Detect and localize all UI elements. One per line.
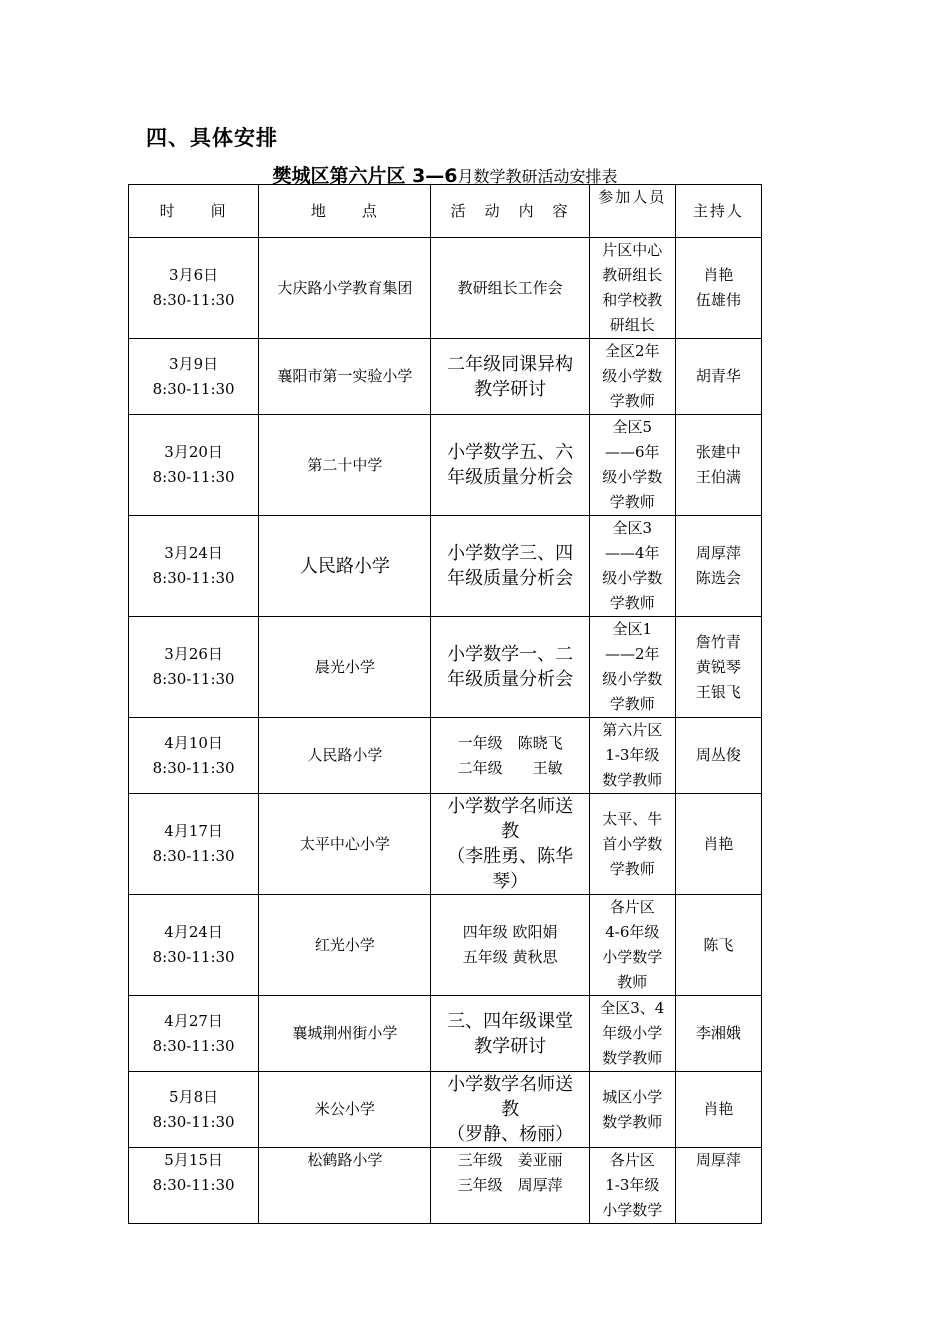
location-cell: 人民路小学 [259,516,431,617]
cell-line: 片区中心 [602,241,663,259]
cell-line: 首小学数 [602,834,663,853]
column-header: 时 间 [129,185,259,238]
cell-line: 第六片区 [602,721,663,739]
time-text: 8:30-11:30 [152,948,235,966]
table-row [129,718,762,794]
host-cell [675,718,761,794]
activity-cell [431,996,589,1072]
cell-line: 学教师 [609,493,655,511]
host-cell [675,415,761,516]
table-row [129,794,762,895]
location-cell: 红光小学 [259,895,431,996]
cell-line: 全区5 [612,418,653,436]
cell-line: 级小学数 [602,670,663,688]
time-text: 8:30-11:30 [152,468,235,486]
date-text: 5月15日 [164,1151,223,1169]
table-row [129,996,762,1072]
table-row [129,339,762,415]
cell-line: 研组长 [609,316,655,334]
cell-line: 三年级 周厚萍 [457,1176,563,1194]
cell-line: 年级质量分析会 [447,568,574,589]
cell-line: 全区3、4 [600,999,665,1017]
cell-line: 数学教师 [602,1049,663,1067]
host-cell [675,895,761,996]
cell-line: 1-3年级 [605,1176,660,1194]
time-cell [129,996,259,1072]
column-header: 地 点 [259,185,431,238]
table-title-rest: 月数学教研活动安排表 [457,167,618,186]
host-cell [675,238,761,339]
time-text: 8:30-11:30 [152,847,235,865]
cell-line: 全区1 [612,620,653,638]
host-cell [675,516,761,617]
cell-line: 学教师 [609,695,655,713]
participants-cell [589,339,675,415]
cell-line: 王伯满 [695,468,741,486]
location-cell: 晨光小学 [259,617,431,718]
date-text: 4月27日 [164,1011,223,1030]
time-cell [129,1072,259,1148]
cell-line: 教研组长 [602,266,663,284]
cell-line: （李胜勇、陈华 [447,846,574,867]
time-cell [129,1148,259,1224]
cell-line: 4-6年级 [605,923,660,941]
participants-cell [589,238,675,339]
activity-cell [431,794,589,895]
cell-line: 二年级同课异构 [447,353,574,375]
activity-cell [431,415,589,516]
cell-line: 教师 [617,973,648,991]
cell-line: 三年级 姜亚丽 [457,1151,563,1169]
cell-line: 陈飞 [703,935,734,954]
location-cell: 襄阳市第一实验小学 [259,339,431,415]
host-cell [675,1148,761,1224]
time-cell [129,617,259,718]
participants-cell [589,415,675,516]
cell-line: 1-3年级 [605,746,660,764]
time-text: 8:30-11:30 [152,1176,235,1194]
activity-cell [431,516,589,617]
cell-line: 全区2年 [605,342,660,360]
time-cell [129,238,259,339]
participants-cell [589,996,675,1072]
cell-line: 各片区 [609,1151,655,1169]
cell-line: 教研组长工作会 [457,278,563,297]
host-cell [675,339,761,415]
cell-line: 詹竹青 [695,632,741,651]
participants-cell [589,1148,675,1224]
time-cell [129,516,259,617]
cell-line: 小学数学名师送 [447,1074,574,1095]
cell-line: 级小学数 [602,367,663,385]
cell-line: 四年级 欧阳娟 [462,923,558,941]
location-cell: 襄城荆州街小学 [259,996,431,1072]
cell-line: 小学数学名师送 [447,796,574,817]
cell-line: ——6年 [605,443,660,461]
activity-cell [431,718,589,794]
cell-line: 年级小学 [602,1024,663,1042]
participants-cell [589,794,675,895]
cell-line: 太平、牛 [602,809,663,828]
activity-cell [431,617,589,718]
cell-line: 陈选会 [695,569,741,587]
cell-line: 级小学数 [602,569,663,587]
cell-line: 一年级 陈晓飞 [457,733,563,752]
column-header: 主持人 [675,185,761,238]
participants-cell [589,617,675,718]
location-cell: 人民路小学 [259,718,431,794]
section-heading: 四、具体安排 [146,126,278,150]
date-text: 4月17日 [164,822,223,840]
cell-line: 教 [501,1099,520,1120]
table-title-bold: 樊城区第六片区 3—6 [272,165,458,187]
cell-line: 全区3 [612,519,653,537]
cell-line: 教学研讨 [474,378,547,400]
participants-cell [589,1072,675,1148]
date-text: 3月6日 [169,266,219,284]
cell-line: 小学数学 [602,948,663,966]
cell-line: 各片区 [609,898,655,916]
cell-line: 学教师 [609,392,655,410]
participants-cell [589,895,675,996]
cell-line: 王银飞 [695,682,741,701]
table-row [129,238,762,339]
cell-line: 黄锐琴 [695,657,741,676]
table-row [129,617,762,718]
cell-line: 周丛俊 [695,746,741,764]
time-text: 8:30-11:30 [152,291,235,309]
activity-cell [431,1072,589,1148]
date-text: 5月8日 [169,1087,219,1106]
time-text: 8:30-11:30 [152,1036,235,1055]
table-row [129,1072,762,1148]
location-cell: 米公小学 [259,1072,431,1148]
host-cell [675,996,761,1072]
cell-line: 周厚萍 [695,1151,741,1169]
table-row [129,516,762,617]
table-header-row [129,185,762,238]
host-cell [675,794,761,895]
cell-line: 小学数学一、二 [447,644,574,665]
time-text: 8:30-11:30 [152,569,235,587]
time-text: 8:30-11:30 [152,670,235,688]
cell-line: ——2年 [605,645,660,663]
time-cell [129,415,259,516]
cell-line: 年级质量分析会 [447,467,574,488]
host-cell [675,617,761,718]
cell-line: 张建中 [695,443,741,461]
cell-line: （罗静、杨丽） [447,1124,574,1145]
host-cell [675,1072,761,1148]
activity-cell [431,238,589,339]
date-text: 3月24日 [164,544,223,562]
time-text: 8:30-11:30 [152,379,235,398]
cell-line: 周厚萍 [695,544,741,562]
schedule-table [128,184,762,1224]
table-row [129,895,762,996]
cell-line: 学教师 [609,859,655,878]
cell-line: 胡青华 [695,367,741,385]
time-cell [129,718,259,794]
cell-line: 学教师 [609,594,655,612]
cell-line: 肖艳 [703,266,734,284]
time-cell [129,339,259,415]
cell-line: 小学数学 [602,1201,663,1219]
cell-line: 三、四年级课堂 [447,1010,574,1032]
activity-cell [431,895,589,996]
participants-cell [589,718,675,794]
cell-line: 城区小学 [602,1087,663,1106]
participants-cell [589,516,675,617]
location-cell: 第二十中学 [259,415,431,516]
activity-cell [431,339,589,415]
cell-line: 肖艳 [703,834,734,853]
date-text: 3月20日 [164,443,223,461]
cell-line: 小学数学五、六 [447,442,574,463]
location-cell: 大庆路小学教育集团 [259,238,431,339]
cell-line: 小学数学三、四 [447,543,574,564]
cell-line: 数学教师 [602,1112,663,1131]
cell-line: 琴） [492,871,529,892]
cell-line: 李湘娥 [695,1024,741,1042]
date-text: 4月24日 [164,923,223,941]
date-text: 3月26日 [164,645,223,663]
activity-cell [431,1148,589,1224]
cell-line: 教 [501,821,520,842]
cell-line: ——4年 [605,544,660,562]
location-cell: 松鹤路小学 [259,1148,431,1224]
time-cell [129,794,259,895]
date-text: 3月9日 [169,354,219,373]
cell-line: 二年级 王敏 [457,758,563,777]
column-header: 活 动 内 容 [431,185,589,238]
table-row [129,415,762,516]
cell-line: 级小学数 [602,468,663,486]
cell-line: 年级质量分析会 [447,669,574,690]
cell-line: 肖艳 [703,1100,734,1118]
table-row [129,1148,762,1224]
time-text: 8:30-11:30 [152,758,235,777]
time-text: 8:30-11:30 [152,1112,235,1131]
column-header: 参加人员 [589,185,675,238]
cell-line: 教学研讨 [474,1035,547,1057]
cell-line: 伍雄伟 [695,291,741,309]
cell-line: 数学教师 [602,771,663,789]
cell-line: 和学校教 [602,291,663,309]
date-text: 4月10日 [164,733,223,752]
location-cell: 太平中心小学 [259,794,431,895]
cell-line: 五年级 黄秋思 [462,948,558,966]
time-cell [129,895,259,996]
